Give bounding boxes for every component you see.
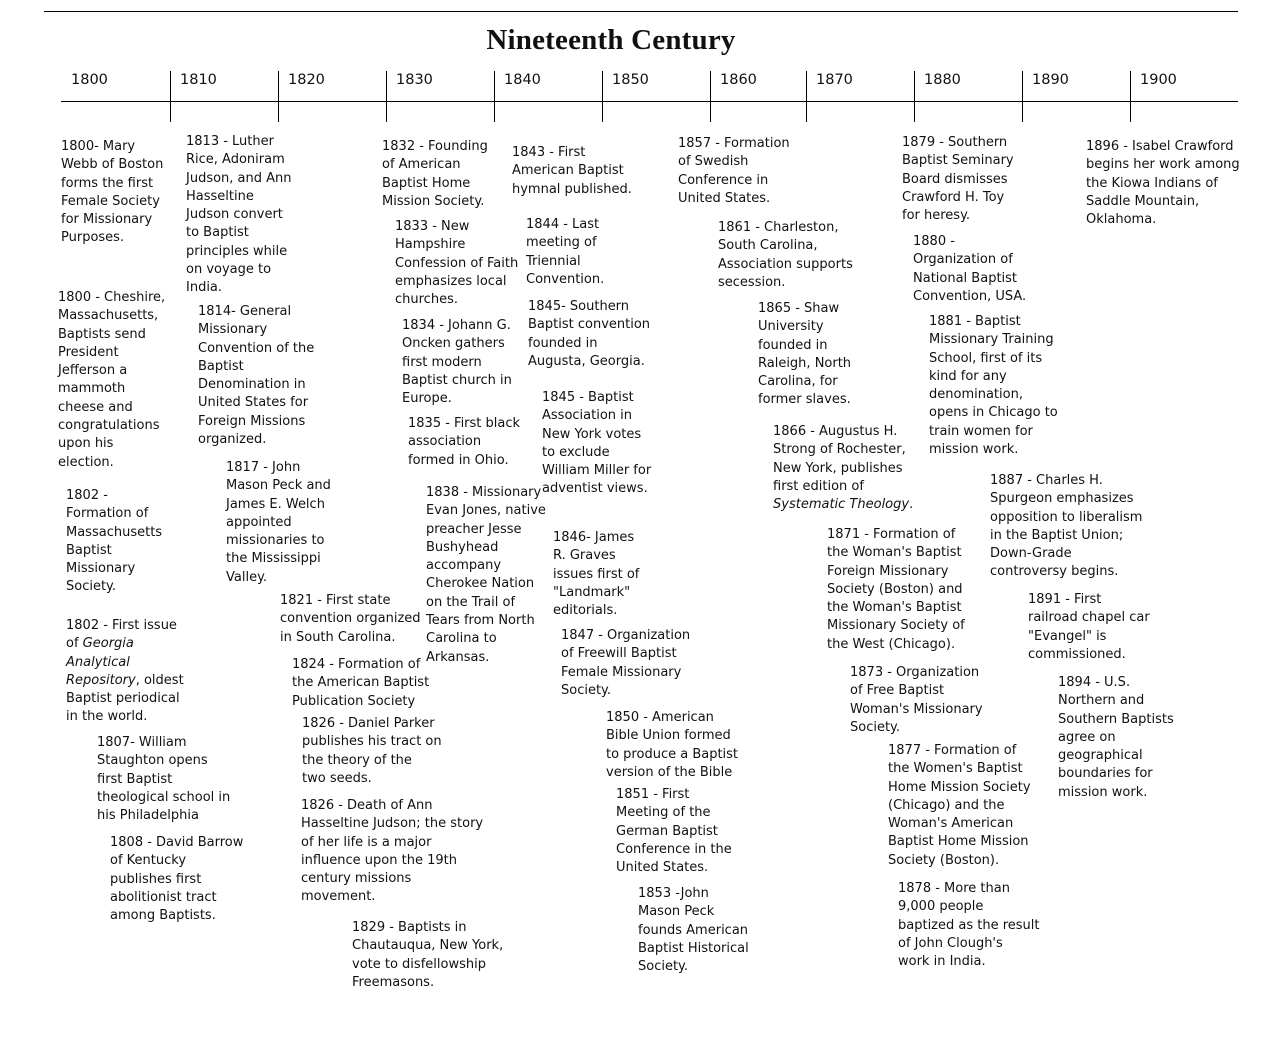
timeline-event-1835: 1835 - First black association formed in Ohio. bbox=[408, 416, 521, 468]
decade-label: 1890 bbox=[1032, 72, 1069, 88]
decade-label: 1850 bbox=[612, 72, 649, 88]
timeline-event-1851: 1851 - First Meeting of the German Baptist Conference in the United States. bbox=[616, 787, 732, 876]
decade-label: 1840 bbox=[504, 72, 541, 88]
timeline-event-1802-georgia: 1802 - First issue of Georgia Analytical Repository, oldest Baptist periodical in the world. bbox=[66, 618, 184, 725]
timeline-tick bbox=[170, 71, 171, 122]
timeline-event-1866: 1866 - Augustus H. Strong of Rochester, New York, publishes first edition of Systematic Theology. bbox=[773, 424, 914, 513]
timeline-event-1887: 1887 - Charles H. Spurgeon emphasizes opposition to liberalism in the Baptist Union; Down-Grade controversy begins. bbox=[990, 473, 1143, 580]
timeline-tick bbox=[710, 71, 711, 122]
page-title: Nineteenth Century bbox=[486, 24, 736, 56]
timeline-tick bbox=[386, 71, 387, 122]
decade-label: 1900 bbox=[1140, 72, 1177, 88]
timeline-tick bbox=[914, 71, 915, 122]
timeline-event-1894: 1894 - U.S. Northern and Southern Baptists agree on geographical boundaries for mission work. bbox=[1058, 675, 1174, 800]
timeline-event-1873: 1873 - Organization of Free Baptist Woman's Missionary Society. bbox=[850, 665, 983, 735]
decade-label: 1830 bbox=[396, 72, 433, 88]
timeline-event-1808: 1808 - David Barrow of Kentucky publishes first abolitionist tract among Baptists. bbox=[110, 835, 244, 924]
timeline-event-1800-female-society: 1800- Mary Webb of Boston forms the first Female Society for Missionary Purposes. bbox=[61, 139, 164, 246]
timeline-event-1879: 1879 - Southern Baptist Seminary Board dismisses Crawford H. Toy for heresy. bbox=[902, 135, 1014, 224]
timeline-event-1832: 1832 - Founding of American Baptist Home Mission Society. bbox=[382, 139, 488, 209]
timeline-event-1838: 1838 - Missionary Evan Jones, native preacher Jesse Bushyhead accompany Cherokee Nation on the Trail of Tears from North Carolina to Arkansas. bbox=[426, 485, 546, 665]
decade-label: 1880 bbox=[924, 72, 961, 88]
timeline-axis bbox=[61, 101, 1238, 102]
timeline-tick bbox=[494, 71, 495, 122]
timeline-event-1813: 1813 - Luther Rice, Adoniram Judson, and Ann Hasseltine Judson convert to Baptist principles while on voyage to India. bbox=[186, 134, 292, 296]
timeline-event-1814: 1814- General Missionary Convention of the Baptist Denomination in United States for Foreign Missions organized. bbox=[198, 304, 315, 448]
timeline-tick bbox=[1130, 71, 1131, 122]
timeline-event-1824: 1824 - Formation of the American Baptist Publication Society bbox=[292, 657, 430, 709]
timeline-event-1846: 1846- James R. Graves issues first of "Landmark" editorials. bbox=[553, 530, 640, 619]
timeline-event-1807: 1807- William Staughton opens first Baptist theological school in his Philadelphia bbox=[97, 735, 231, 824]
decade-label: 1870 bbox=[816, 72, 853, 88]
timeline-event-1853: 1853 -John Mason Peck founds American Baptist Historical Society. bbox=[638, 886, 749, 975]
timeline-event-1817: 1817 - John Mason Peck and James E. Welch appointed missionaries to the Mississippi Valley. bbox=[226, 460, 331, 585]
timeline-event-1871: 1871 - Formation of the Woman's Baptist Foreign Missionary Society (Boston) and the Woman's Baptist Missionary Society of the West (Chicago). bbox=[827, 527, 965, 652]
timeline-tick bbox=[1022, 71, 1023, 122]
timeline-event-1800-cheshire: 1800 - Cheshire, Massachusetts, Baptists send President Jefferson a mammoth cheese and congratulations upon his election. bbox=[58, 290, 166, 470]
timeline-event-1829: 1829 - Baptists in Chautauqua, New York, vote to disfellowship Freemasons. bbox=[352, 920, 504, 990]
timeline-event-1847: 1847 - Organization of Freewill Baptist Female Missionary Society. bbox=[561, 628, 691, 698]
timeline-event-1878: 1878 - More than 9,000 people baptized as the result of John Clough's work in India. bbox=[898, 881, 1040, 970]
timeline-event-1845-newyork: 1845 - Baptist Association in New York votes to exclude William Miller for adventist views. bbox=[542, 390, 652, 497]
decade-label: 1860 bbox=[720, 72, 757, 88]
timeline-event-1881: 1881 - Baptist Missionary Training School, first of its kind for any denomination, opens in Chicago to train women for mission work. bbox=[929, 314, 1058, 458]
timeline-tick bbox=[278, 71, 279, 122]
top-rule bbox=[44, 11, 1238, 12]
timeline-event-1802-massachusetts: 1802 - Formation of Massachusetts Baptist Missionary Society. bbox=[66, 488, 163, 595]
timeline-event-1821: 1821 - First state convention organized in South Carolina. bbox=[280, 593, 421, 645]
timeline-event-1826-parker: 1826 - Daniel Parker publishes his tract on the theory of the two seeds. bbox=[302, 716, 442, 786]
timeline-event-1891: 1891 - First railroad chapel car "Evangel" is commissioned. bbox=[1028, 592, 1150, 662]
timeline-event-1877: 1877 - Formation of the Women's Baptist Home Mission Society (Chicago) and the Woman's American Baptist Home Mission Society (Boston). bbox=[888, 743, 1031, 868]
timeline-event-1843: 1843 - First American Baptist hymnal published. bbox=[512, 145, 632, 197]
timeline-event-1844: 1844 - Last meeting of Triennial Convention. bbox=[526, 217, 605, 287]
timeline-event-1865: 1865 - Shaw University founded in Raleigh, North Carolina, for former slaves. bbox=[758, 301, 852, 408]
timeline-event-1850: 1850 - American Bible Union formed to produce a Baptist version of the Bible bbox=[606, 710, 739, 780]
timeline-event-1833: 1833 - New Hampshire Confession of Faith emphasizes local churches. bbox=[395, 219, 519, 308]
decade-label: 1810 bbox=[180, 72, 217, 88]
timeline-event-1826-judson: 1826 - Death of Ann Hasseltine Judson; the story of her life is a major influence upon the 19th century missions movement. bbox=[301, 798, 484, 905]
timeline-event-1834: 1834 - Johann G. Oncken gathers first modern Baptist church in Europe. bbox=[402, 318, 512, 407]
timeline-tick bbox=[806, 71, 807, 122]
timeline-event-1880: 1880 - Organization of National Baptist Convention, USA. bbox=[913, 234, 1027, 304]
timeline-tick bbox=[602, 71, 603, 122]
timeline-event-1857: 1857 - Formation of Swedish Conference in United States. bbox=[678, 136, 790, 206]
decade-label: 1820 bbox=[288, 72, 325, 88]
timeline-event-1845-southern: 1845- Southern Baptist convention founded in Augusta, Georgia. bbox=[528, 299, 651, 369]
timeline-event-1896: 1896 - Isabel Crawford begins her work among the Kiowa Indians of Saddle Mountain, Oklahoma. bbox=[1086, 139, 1240, 228]
timeline-event-1861: 1861 - Charleston, South Carolina, Association supports secession. bbox=[718, 220, 853, 290]
decade-label: 1800 bbox=[71, 72, 108, 88]
